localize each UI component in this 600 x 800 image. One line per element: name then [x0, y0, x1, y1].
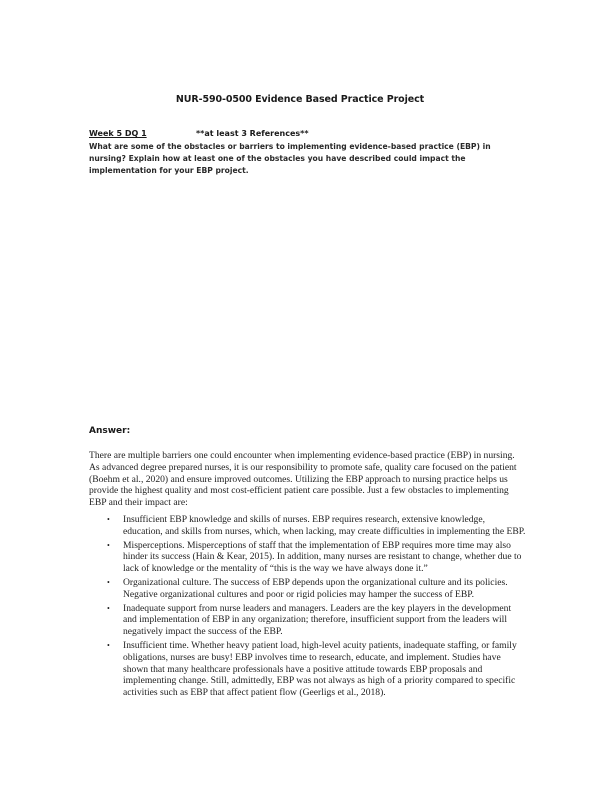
list-item — [107, 640, 527, 699]
discussion-header — [89, 129, 309, 138]
list-item — [107, 540, 527, 575]
barriers-list — [107, 514, 527, 701]
bullet-icon: • — [107, 640, 110, 650]
list-item — [107, 603, 527, 638]
references-note: **at least 3 References** — [196, 129, 309, 138]
bullet-icon: • — [107, 577, 110, 587]
barrier-text: Misperceptions. Misperceptions of staff that the implementation of EBP requires more time may also hinder its success (Hain & Kear, 2015). In addition, many nurses are resistant to change, whether due to lack of knowledge or the mentality of “this is the way we have always done it.” — [123, 539, 522, 575]
answer-label: Answer: — [89, 426, 131, 436]
answer-intro: There are multiple barriers one could encounter when implementing evidence-based practice (EBP) in nursing. As advanced degree prepared nurses, it is our responsibility to promote safe, quality care focused on the patient (Boehm et al., 2020) and ensure improved outcomes. Utilizing the EBP approach to nursing practice helps us provide the highest quality and most cost-efficient patient care possible. Just a few obstacles to implementing EBP and their impact are: — [89, 450, 517, 509]
week-label: Week 5 DQ 1 — [89, 129, 147, 138]
document-title: NUR-590-0500 Evidence Based Practice Project — [175, 94, 425, 105]
discussion-question: What are some of the obstacles or barriers to implementing evidence-based practice (EBP) in nursing? Explain how at least one of the obstacles you have described could impact the implementation for your EBP project. — [89, 142, 491, 175]
list-item — [107, 514, 527, 538]
bullet-icon: • — [107, 603, 110, 613]
barrier-text: Insufficient EBP knowledge and skills of nurses. EBP requires research, extensive knowledge, education, and skills from nurses, which, when lacking, may create difficulties in implementing the EBP. — [123, 514, 526, 537]
bullet-icon: • — [107, 515, 110, 524]
barrier-text: Organizational culture. The success of EBP depends upon the organizational culture and its policies. Negative organizational cultures and poor or rigid policies may hamper the success of EBP. — [123, 576, 508, 600]
barrier-text: Inadequate support from nurse leaders and managers. Leaders are the key players in the development and implementation of EBP in any organization; therefore, insufficient support from the leaders will negatively impact the success of the EBP. — [123, 602, 512, 638]
barrier-text: Insufficient time. Whether heavy patient load, high-level acuity patients, inadequate staffing, or family obligations, nurses are busy! EBP involves time to research, educate, and implement. Studies have shown that many healthcare professionals have a positive attitude towards EBP proposals and implementing change. Still, admittedly, EBP was not always as high of a priority compared to specific activities such as EBP that affect patient flow (Geerligs et al., 2018). — [123, 639, 517, 699]
bullet-icon: • — [107, 540, 110, 550]
list-item — [107, 577, 527, 601]
